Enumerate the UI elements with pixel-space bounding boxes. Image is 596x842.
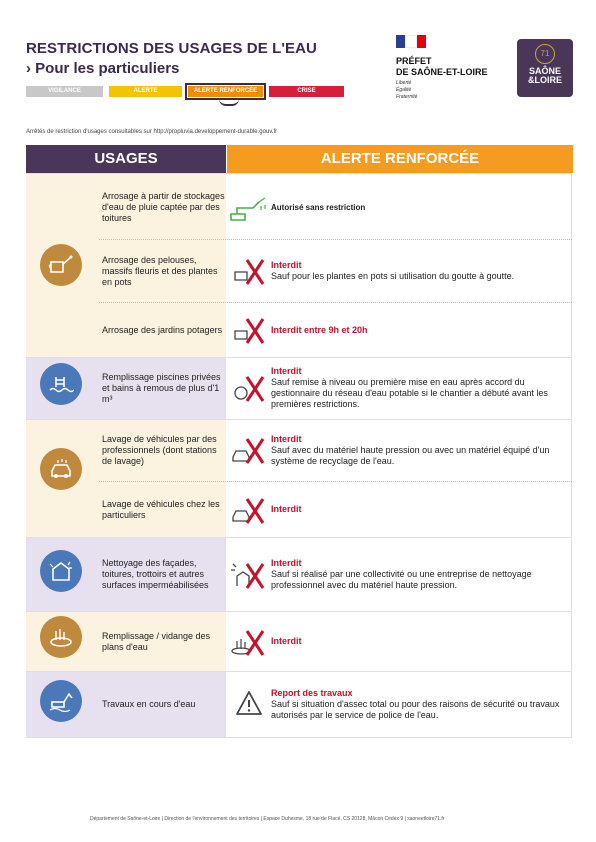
devise-egalite: Égalité (396, 87, 412, 93)
table-row-rule (227, 176, 572, 238)
source-link[interactable]: Arrêtés de restriction d'usages consultables sur http://propluvia.developpement-durable.gouv.fr (26, 129, 278, 135)
car-wash-icon (40, 448, 82, 490)
rule-status: Interdit (271, 366, 302, 376)
forbidden-cross-icon (227, 371, 271, 405)
table-row-rule (227, 539, 572, 610)
footer-address: Département de Saône-et-Loire | Direction de l'environnement des territoires | Espace Duhesme, 18 rue de Flacé, CS 20128, Mâcon Cedex 9 | saoneetloire71.fr (90, 816, 445, 822)
rule-status: Interdit (271, 260, 302, 270)
warning-triangle-icon (227, 687, 271, 721)
row-separator (99, 481, 572, 482)
logo-line1: SAÔNE (528, 66, 561, 76)
table-row-rule (227, 304, 572, 356)
rule-status: Interdit entre 9h et 20h (271, 324, 368, 335)
usage-label: Arrosage des jardins potagers (102, 324, 223, 335)
column-header-alert-level: ALERTE RENFORCÉE (227, 145, 573, 173)
forbidden-cross-icon (227, 493, 271, 527)
table-row-usage (99, 539, 226, 610)
table-row-rule (227, 483, 572, 536)
table-row-usage (99, 420, 226, 480)
logo-line2: &LOIRE (527, 75, 562, 85)
table-row-usage (99, 483, 226, 536)
forbidden-cross-icon (227, 254, 271, 288)
excavator-icon (40, 680, 82, 722)
rule-status: Report des travaux (271, 687, 353, 698)
usage-label: Lavage de véhicules par des professionnels (dont stations de lavage) (102, 433, 217, 466)
rain-collector-icon (227, 190, 271, 224)
column-header-usages: USAGES (26, 145, 226, 173)
table-row-usage (99, 358, 226, 418)
table-row-rule (227, 358, 572, 418)
usage-label: Lavage de véhicules chez les particuliers (102, 498, 220, 520)
table-row-rule (227, 241, 572, 301)
department-logo (517, 39, 573, 97)
rule-detail: Sauf pour les plantes en pots si utilisation du goutte à goutte. (271, 271, 515, 281)
logo-number: 71 (535, 44, 555, 64)
table-row-usage (99, 613, 226, 670)
facade-cleaning-icon (40, 550, 82, 592)
table-row-usage (99, 673, 226, 735)
devise-fraternite: Fraternité (396, 94, 418, 100)
pond-icon (40, 616, 82, 658)
rule-status: Interdit (271, 636, 302, 646)
forbidden-cross-icon (227, 625, 271, 659)
table-row-usage (99, 176, 226, 238)
prefet-line2: DE SAÔNE-ET-LOIRE (396, 67, 488, 77)
group-separator (26, 611, 572, 612)
french-flag-icon (396, 35, 426, 48)
group-separator (26, 537, 572, 538)
level-alerte: ALERTE (109, 86, 182, 97)
table-row-rule (227, 420, 572, 480)
table-row-rule (227, 673, 572, 735)
alert-levels (26, 86, 344, 97)
rule-detail: Sauf avec du matériel haute pression ou avec un matériel équipé d'un système de recyclage de l'eau. (271, 444, 550, 466)
page-title: RESTRICTIONS DES USAGES DE L'EAU (26, 40, 317, 57)
group-separator (26, 671, 572, 672)
page-subtitle: › Pour les particuliers (26, 60, 180, 77)
forbidden-cross-icon (227, 313, 271, 347)
usage-label: Remplissage / vidange des plans d'eau (102, 630, 211, 652)
rule-detail: Autorisé sans restriction (271, 202, 366, 212)
usage-label: Arrosage à partir de stockages d'eau de pluie captée par des toitures (102, 190, 225, 223)
forbidden-cross-icon (227, 558, 271, 592)
rule-status: Interdit (271, 433, 302, 444)
table-row-usage (99, 241, 226, 301)
level-alerte-renforcee: ALERTE RENFORCÉE (188, 86, 263, 97)
prefet-line1: PRÉFET (396, 56, 432, 66)
rule-detail: Sauf si réalisé par une collectivité ou une entreprise de nettoyage professionnel avec du matériel haute pression. (271, 569, 532, 590)
usage-label: Remplissage piscines privées et bains à remous de plus d'1 m³ (102, 371, 221, 404)
usage-label: Travaux en cours d'eau (102, 698, 196, 709)
usage-label: Arrosage des pelouses, massifs fleuris et des plantes en pots (102, 254, 218, 287)
table-row-usage (99, 304, 226, 356)
table-row-rule (227, 613, 572, 670)
row-separator (99, 239, 572, 240)
usage-label: Nettoyage des façades, toitures, trottoirs et autres surfaces imperméabilisées (102, 558, 209, 590)
row-separator (99, 302, 572, 303)
devise-liberte: Liberté (396, 80, 412, 86)
prefet-block (396, 35, 511, 101)
watering-can-icon (40, 244, 82, 286)
forbidden-cross-icon (227, 433, 271, 467)
rule-detail: Sauf si situation d'assec total ou pour des raisons de sécurité ou travaux autorisés par le service de police de l'eau. (271, 698, 560, 720)
pool-icon (40, 363, 82, 405)
rule-status: Interdit (271, 504, 302, 514)
active-level-marker (219, 99, 239, 106)
level-crise: CRISE (269, 86, 344, 97)
rule-detail: Sauf remise à niveau ou première mise en eau après accord du gestionnaire du réseau d'eau potable si le chantier a débuté avant les premières restrictions. (271, 377, 548, 409)
level-vigilance: VIGILANCE (26, 86, 103, 97)
rule-status: Interdit (271, 558, 302, 568)
